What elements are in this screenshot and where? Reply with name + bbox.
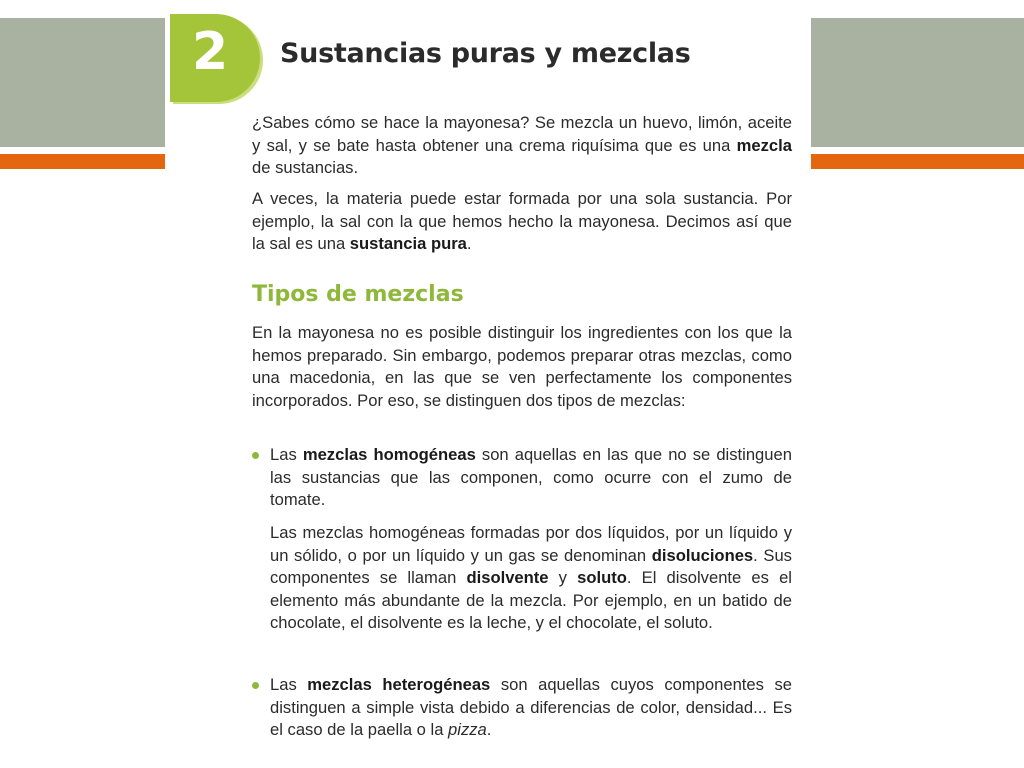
bullet-dot-icon [252, 452, 259, 459]
textbook-page [170, 10, 810, 760]
intro-paragraph-1 [252, 112, 792, 180]
p2-text: A veces, la materia puede estar formada por una sola sustancia. Por ejemplo, la sal con la que hemos hecho la mayonesa. Decimos así que la sal es una [252, 189, 792, 253]
b1-sub-mid-1: . Sus componentes se llaman [270, 545, 792, 587]
b1-text: Las [270, 445, 303, 464]
p2-bold: sustancia pura [349, 234, 467, 253]
b1-sub-text-end: . El disolvente es el elemento más abundante de la mezcla. Por ejemplo, en un batido de chocolate, el disolvente es la leche, y el chocolate, el soluto. [270, 568, 792, 632]
intro-paragraph-2 [252, 188, 792, 256]
section-paragraph: En la mayonesa no es posible distinguir los ingredientes con los que la hemos preparado. Sin embargo, podemos preparar otras mezclas, como una macedonia, en las que se ven perfectamente los componentes incorporados. Por eso, se distinguen dos tipos de mezclas: [252, 323, 792, 410]
b2-text-end: . [486, 720, 492, 739]
section-heading: Tipos de mezclas [252, 282, 464, 307]
bullet-dot-icon [252, 682, 259, 689]
p1-bold: mezcla [736, 135, 792, 155]
right-orange-stripe [811, 154, 1024, 169]
chapter-badge [170, 14, 260, 102]
bullet-heterogeneas [270, 674, 792, 742]
b1-sub-bold-3: soluto [577, 568, 627, 587]
b1-sub-text: Las mezclas homogéneas formadas por dos líquidos, por un líquido y un sólido, o por un líquido y un gas se denominan [270, 523, 792, 565]
b2-text: Las [270, 675, 308, 694]
page-title: Sustancias puras y mezclas [280, 38, 691, 69]
bullet-homogeneas [270, 444, 792, 512]
b2-italic: pizza [448, 720, 487, 739]
b1-text-end: son aquellas en las que no se distinguen las sustancias que las componen, como ocurre con el zumo de tomate. [270, 445, 792, 509]
bullet-homogeneas-detail [270, 522, 792, 635]
right-gray-band [811, 18, 1024, 147]
chapter-number: 2 [192, 22, 229, 82]
b1-bold: mezclas homogéneas [302, 445, 476, 464]
p2-text-end: . [466, 234, 472, 253]
b1-sub-bold-1: disoluciones [651, 545, 754, 565]
p1-text-end: de sustancias. [252, 158, 359, 177]
p1-text: ¿Sabes cómo se hace la mayonesa? Se mezcla un huevo, limón, aceite y sal, y se bate hasta obtener una crema riquísima que es una [252, 113, 792, 155]
left-orange-stripe [0, 154, 165, 169]
b2-bold: mezclas heterogéneas [307, 675, 491, 694]
b2-text-mid: son aquellas cuyos componentes se distinguen a simple vista debido a diferencias de color, densidad... Es el caso de la paella o la [270, 675, 792, 739]
left-gray-band [0, 18, 165, 147]
b1-sub-bold-2: disolvente [466, 568, 549, 587]
b1-sub-mid-2: y [548, 568, 578, 587]
